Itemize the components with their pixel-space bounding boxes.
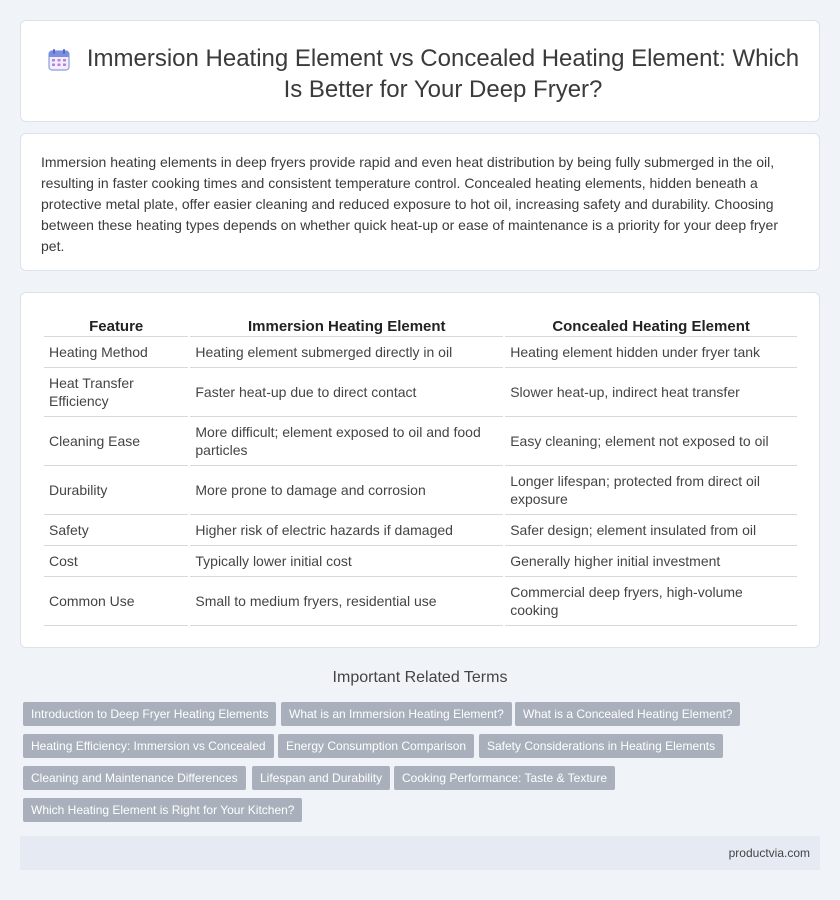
table-cell-feature: Heating Method	[44, 337, 188, 368]
table-row	[44, 577, 797, 626]
table-cell-concealed: Generally higher initial investment	[505, 546, 797, 577]
related-term-tag[interactable]: Lifespan and Durability	[252, 766, 390, 790]
related-term-tag[interactable]: What is an Immersion Heating Element?	[281, 702, 512, 726]
related-term-tag[interactable]: Energy Consumption Comparison	[278, 734, 474, 758]
table-row	[44, 466, 797, 515]
related-term-tag[interactable]: Heating Efficiency: Immersion vs Concealed	[23, 734, 274, 758]
table-cell-feature: Durability	[44, 466, 188, 515]
column-header-feature: Feature	[44, 315, 188, 337]
table-cell-concealed: Safer design; element insulated from oil	[505, 515, 797, 546]
comparison-table	[42, 315, 799, 626]
page-title: Immersion Heating Element vs Concealed Heating Element: Which Is Better for Your Deep Fryer?	[86, 45, 800, 103]
table-row	[44, 515, 797, 546]
table-cell-concealed: Commercial deep fryers, high-volume cooking	[505, 577, 797, 626]
table-cell-feature: Cleaning Ease	[44, 417, 188, 466]
table-cell-immersion: Small to medium fryers, residential use	[190, 577, 503, 626]
table-cell-feature: Cost	[44, 546, 188, 577]
table-cell-immersion: Typically lower initial cost	[190, 546, 503, 577]
related-term-tag[interactable]: Introduction to Deep Fryer Heating Elements	[23, 702, 276, 726]
related-terms-heading: Important Related Terms	[332, 669, 508, 686]
related-term-tag[interactable]: What is a Concealed Heating Element?	[515, 702, 740, 726]
table-cell-immersion: More difficult; element exposed to oil and food particles	[190, 417, 503, 466]
footer-site-name[interactable]: productvia.com	[728, 846, 810, 860]
column-header-immersion: Immersion Heating Element	[190, 315, 503, 337]
table-cell-concealed: Easy cleaning; element not exposed to oil	[505, 417, 797, 466]
intro-paragraph: Immersion heating elements in deep fryers provide rapid and even heat distribution by being fully submerged in the oil, resulting in faster cooking times and consistent temperature control. Concealed heating elements, hidden beneath a protective metal plate, offer easier cleaning and reduced exposure to hot oil, increasing safety and durability. Choosing between these heating types depends on whether quick heat-up or ease of maintenance is a priority for your deep fryer pet.	[41, 154, 779, 254]
related-term-tag[interactable]: Cleaning and Maintenance Differences	[23, 766, 246, 790]
footer	[20, 836, 820, 870]
table-cell-feature: Safety	[44, 515, 188, 546]
header-card	[20, 20, 820, 122]
table-row	[44, 546, 797, 577]
table-row	[44, 417, 797, 466]
related-term-tag[interactable]: Cooking Performance: Taste & Texture	[394, 766, 615, 790]
table-cell-feature: Common Use	[44, 577, 188, 626]
table-cell-immersion: Heating element submerged directly in oil	[190, 337, 503, 368]
table-cell-concealed: Longer lifespan; protected from direct oil exposure	[505, 466, 797, 515]
column-header-concealed: Concealed Heating Element	[505, 315, 797, 337]
related-term-tag[interactable]: Which Heating Element is Right for Your Kitchen?	[23, 798, 302, 822]
table-header-row	[44, 315, 797, 337]
table-cell-immersion: Higher risk of electric hazards if damaged	[190, 515, 503, 546]
table-cell-concealed: Slower heat-up, indirect heat transfer	[505, 368, 797, 417]
table-cell-concealed: Heating element hidden under fryer tank	[505, 337, 797, 368]
related-term-tag[interactable]: Safety Considerations in Heating Elements	[479, 734, 723, 758]
comparison-table-card	[20, 292, 820, 648]
table-cell-immersion: More prone to damage and corrosion	[190, 466, 503, 515]
calendar-icon	[47, 48, 71, 72]
intro-card	[20, 133, 820, 271]
table-cell-feature: Heat Transfer Efficiency	[44, 368, 188, 417]
table-row	[44, 368, 797, 417]
table-cell-immersion: Faster heat-up due to direct contact	[190, 368, 503, 417]
table-row	[44, 337, 797, 368]
